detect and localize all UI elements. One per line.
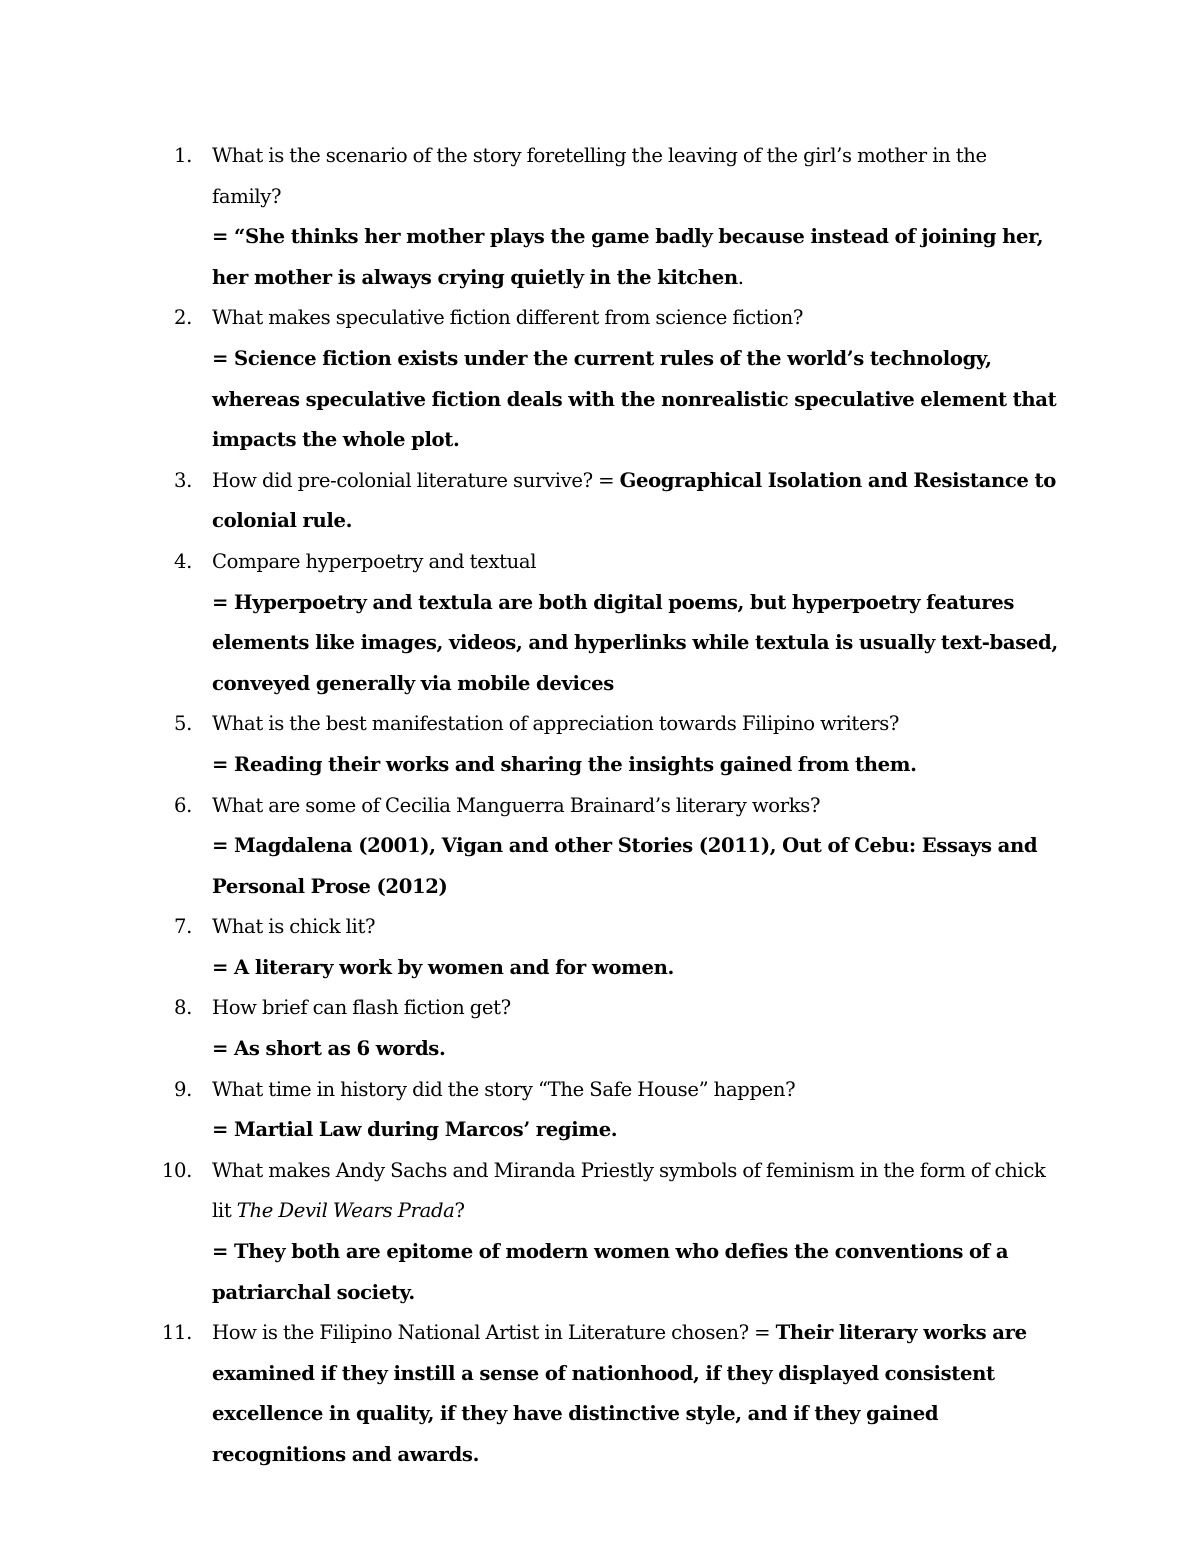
list-item	[0, 136, 1200, 298]
item-number: 2.	[174, 306, 192, 330]
answer-text: = Magdalena (2001), Vigan and other Stories (2011), Out of Cebu: Essays and Personal Prose (2012)	[212, 834, 1038, 898]
answer-text: = A literary work by women and for women.	[212, 955, 674, 979]
list-item	[0, 461, 1200, 542]
question-text: What time in history did the story “The Safe House” happen?	[212, 1077, 796, 1101]
question-end: ?	[454, 1199, 465, 1223]
answer-text: = They both are epitome of modern women who defies the conventions of a patriarchal society.	[212, 1240, 1009, 1304]
answer-text: = As short as 6 words.	[212, 1037, 446, 1061]
list-item	[0, 907, 1200, 988]
list-item	[0, 542, 1200, 704]
item-number: 4.	[174, 549, 192, 573]
list-item	[0, 1070, 1200, 1151]
answer-body: = “She thinks her mother plays the game badly because instead of joining her, her mother is always crying quietly in the kitchen	[212, 225, 1044, 289]
answer-text: = Martial Law during Marcos’ regime.	[212, 1118, 618, 1142]
question-text	[212, 1159, 1045, 1223]
answer-text: = Hyperpoetry and textula are both digital poems, but hyperpoetry features elements like images, videos, and hyperlinks while textula is usually text-based, conveyed generally via mobile devices	[212, 590, 1058, 695]
question-text: What makes speculative fiction different from science fiction?	[212, 306, 804, 330]
question-text: How brief can flash fiction get?	[212, 996, 511, 1020]
item-number: 5.	[174, 712, 192, 736]
answer-text: = Reading their works and sharing the insights gained from them.	[212, 752, 917, 776]
question-text: How is the Filipino National Artist in Literature chosen? =	[212, 1321, 776, 1345]
question-text: What is the scenario of the story foretelling the leaving of the girl’s mother in the family?	[212, 144, 987, 208]
item-number: 6.	[174, 793, 192, 817]
question-text: Compare hyperpoetry and textual	[212, 549, 537, 573]
question-text: What are some of Cecilia Manguerra Brainard’s literary works?	[212, 793, 821, 817]
item-number: 8.	[174, 996, 192, 1020]
question-text: What is the best manifestation of appreciation towards Filipino writers?	[212, 712, 900, 736]
item-number: 10.	[161, 1158, 192, 1182]
answer-text: Their literary works are examined if they instill a sense of nationhood, if they displayed consistent excellence in quality, if they have distinctive style, and if they gained recognitions and awards.	[212, 1321, 1027, 1466]
item-number: 9.	[174, 1077, 192, 1101]
question-body: What makes Andy Sachs and Miranda Priestly symbols of feminism in the form of chick lit	[212, 1158, 1046, 1223]
item-number: 3.	[174, 468, 192, 492]
list-item	[0, 298, 1200, 460]
question-answer-list	[0, 136, 1200, 1476]
answer-text: = Science fiction exists under the current rules of the world’s technology, whereas speculative fiction deals with the nonrealistic speculative element that impacts the whole plot.	[212, 346, 1057, 452]
list-item	[0, 988, 1200, 1069]
answer-text	[212, 217, 1060, 298]
list-item	[0, 1151, 1200, 1313]
item-number: 11.	[161, 1321, 192, 1345]
answer-text: Geographical Isolation and Resistance to colonial rule.	[212, 468, 1056, 533]
book-title: The Devil Wears Prada	[236, 1199, 455, 1223]
answer-tail: .	[737, 265, 744, 289]
list-item	[0, 704, 1200, 785]
item-number: 1.	[174, 144, 192, 167]
question-text: What is chick lit?	[212, 915, 376, 939]
item-number: 7.	[174, 915, 192, 939]
question-text: How did pre-colonial literature survive? =	[212, 468, 620, 492]
list-item	[0, 786, 1200, 908]
list-item	[0, 1313, 1200, 1475]
